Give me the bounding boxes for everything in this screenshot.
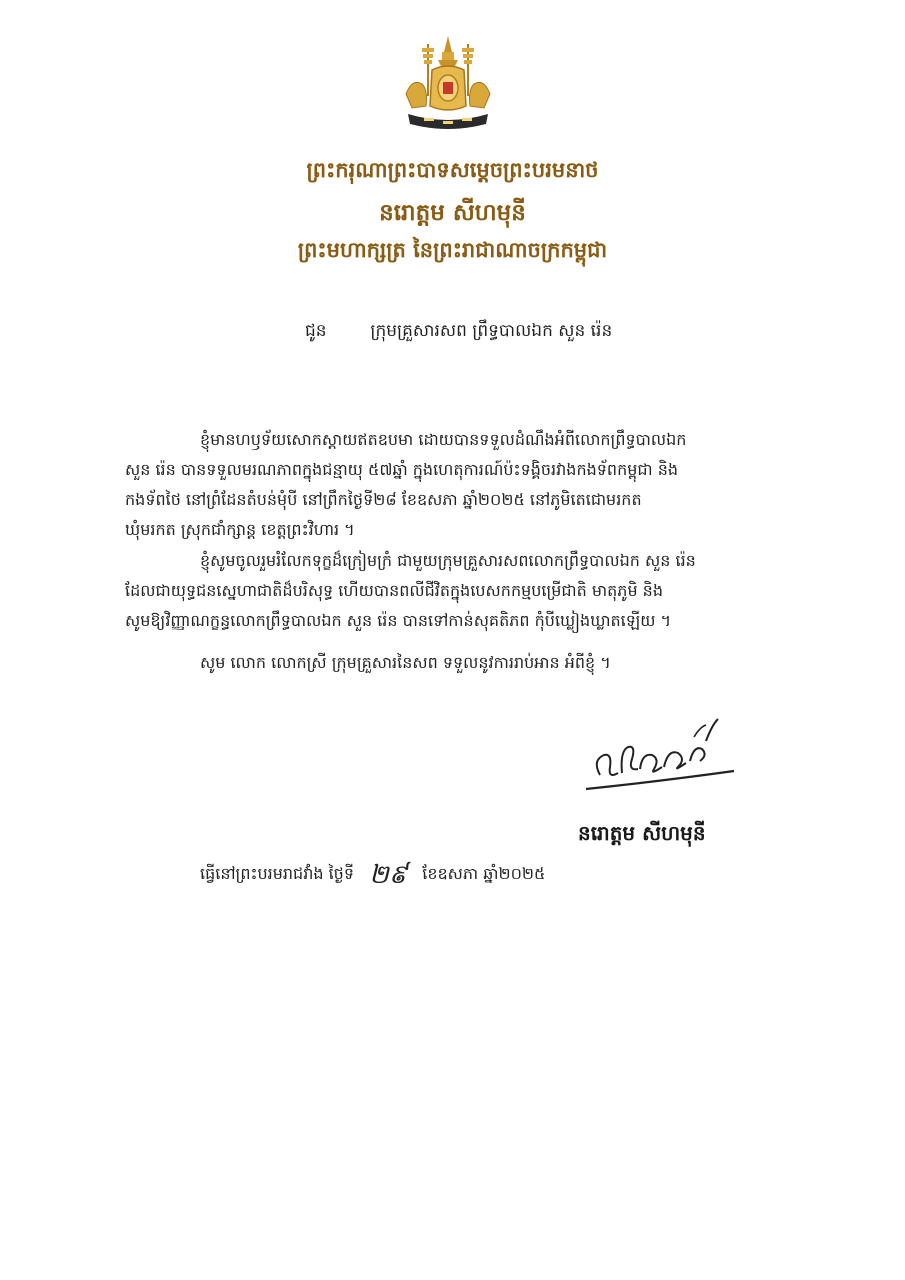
paragraph-line: ដែលជាយុទ្ធជនស្នេហាជាតិដ៏បរិសុទ្ធ ហើយបានពលីជីវិតក្នុងបេសកកម្មបម្រើជាតិ មាតុភូមិ និង (125, 581, 663, 600)
recipient-name: ក្រុមគ្រួសារសព ព្រឹទ្ធបាលឯក សួន រ៉េន (370, 321, 613, 341)
paragraph-line: សូម លោក លោកស្រី ក្រុមគ្រួសារនៃសព ទទួលនូវការរាប់អាន អំពីខ្ញុំ ។ (200, 653, 611, 672)
date-day: ២៩ (369, 860, 408, 890)
header-title-line3: ព្រះមហាក្សត្រ នៃព្រះរាជាណាចក្រកម្ពុជា (297, 238, 608, 262)
recipient-line (305, 320, 612, 345)
body-paragraph-3 (200, 648, 765, 678)
date-suffix: ខែឧសភា ឆ្នាំ២០២៥ (422, 864, 546, 883)
body-paragraph-1 (125, 425, 765, 545)
header-name: នរោត្តម សីហមុនី (379, 200, 526, 226)
paragraph-line: សូមឱ្យវិញ្ញាណក្ខន្ធលោកព្រឹទ្ធបាលឯក សួន រ៉េន បានទៅកាន់សុគតិភព កុំបីឃ្លៀងឃ្លាតឡើយ ។ (125, 611, 672, 630)
paragraph-line: សួន រ៉េន បានទទួលមរណភាពក្នុងជន្មាយុ ៥៧ឆ្នាំ ក្នុងហេតុការណ៍ប៉ះទង្គិចរវាងកងទ័ពកម្ពុជា និង (125, 460, 679, 479)
date-prefix: ធ្វើនៅព្រះបរមរាជវាំង ថ្ងៃទី (200, 864, 354, 883)
body-paragraph-2 (125, 546, 765, 636)
royal-coat-of-arms-icon (398, 34, 498, 134)
handwritten-signature-icon (582, 715, 742, 795)
paragraph-line: កងទ័ពថៃ នៅព្រំដែនតំបន់មុំបី នៅព្រឹកថ្ងៃទី២៨ ខែឧសភា ឆ្នាំ២០២៥ នៅភូមិតេជោមរកត (125, 490, 642, 509)
recipient-label: ជូន (305, 321, 327, 341)
paragraph-line: ខ្ញុំមានហឫទ័យសោកស្តាយឥតឧបមា ដោយបានទទួលដំណឹងអំពីលោកព្រឹទ្ធបាលឯក (200, 430, 687, 449)
signer-name: នរោត្តម សីហមុនី (578, 821, 706, 845)
header-title-line1: ព្រះករុណាព្រះបាទសម្តេចព្រះបរមនាថ (306, 158, 599, 182)
date-line (200, 858, 545, 896)
paragraph-line: ឃុំមរកត ស្រុកជាំក្សាន្ត ខេត្តព្រះវិហារ ។ (125, 520, 355, 539)
paragraph-line: ខ្ញុំសូមចូលរួមរំលែកទុក្ខដ៏ក្រៀមក្រំ ជាមួយក្រុមគ្រួសារសពលោកព្រឹទ្ធបាលឯក សួន រ៉េន (200, 551, 696, 570)
